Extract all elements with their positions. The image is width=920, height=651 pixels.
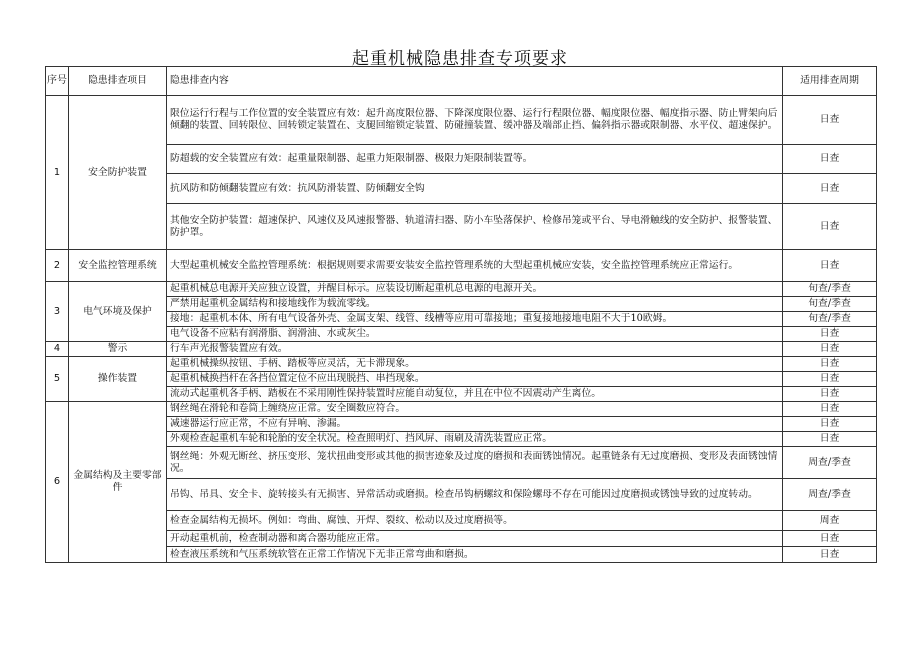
group-item: 安全防护装置 — [69, 96, 167, 250]
table-row — [46, 327, 877, 342]
row-content: 严禁用起重机金属结构和接地线作为载流零线。 — [167, 297, 783, 312]
row-period: 日查 — [783, 327, 877, 342]
row-period: 日查 — [783, 250, 877, 282]
table-row — [46, 372, 877, 387]
row-period: 日查 — [783, 342, 877, 357]
row-content: 行车声光报警装置应有效。 — [167, 342, 783, 357]
row-period: 旬查/季查 — [783, 312, 877, 327]
table-row — [46, 342, 877, 357]
table-row — [46, 174, 877, 204]
table-row — [46, 447, 877, 479]
group-item: 金属结构及主要零部件 — [69, 402, 167, 563]
row-period: 周查/季查 — [783, 479, 877, 511]
table-row — [46, 145, 877, 174]
table-row — [46, 547, 877, 563]
header-no: 序号 — [46, 67, 69, 96]
row-content: 检查液压系统和气压系统软管在正常工作情况下无非正常弯曲和磨损。 — [167, 547, 783, 563]
row-content: 钢丝绳在滑轮和卷筒上缠绕应正常。安全圈数应符合。 — [167, 402, 783, 417]
row-content: 起重机械操纵按钮、手柄、踏板等应灵活，无卡滞现象。 — [167, 357, 783, 372]
table-row — [46, 402, 877, 417]
group-no: 4 — [46, 342, 69, 357]
table-row — [46, 387, 877, 402]
row-period: 日查 — [783, 145, 877, 174]
row-content: 其他安全防护装置：超速保护、风速仪及风速报警器、轨道清扫器、防小车坠落保护、检修吊笼或平台、导电滑触线的安全防护、报警装置、防护罩。 — [167, 204, 783, 250]
group-no: 3 — [46, 282, 69, 342]
row-period: 日查 — [783, 402, 877, 417]
group-item: 电气环境及保护 — [69, 282, 167, 342]
group-no: 1 — [46, 96, 69, 250]
table-row — [46, 531, 877, 547]
group-item: 警示 — [69, 342, 167, 357]
table-row — [46, 250, 877, 282]
row-period: 旬查/季查 — [783, 297, 877, 312]
row-period: 周查 — [783, 511, 877, 531]
row-period: 日查 — [783, 204, 877, 250]
group-no: 5 — [46, 357, 69, 402]
group-no: 6 — [46, 402, 69, 563]
row-content: 吊钩、吊具、安全卡、旋转接头有无损害、异常活动或磨损。检查吊钩柄螺纹和保险螺母不存在可能因过度磨损或锈蚀导致的过度转动。 — [167, 479, 783, 511]
row-content: 检查金属结构无损坏。例如：弯曲、腐蚀、开焊、裂纹、松动以及过度磨损等。 — [167, 511, 783, 531]
table-row — [46, 297, 877, 312]
header-period: 适用排查周期 — [783, 67, 877, 96]
table-row — [46, 511, 877, 531]
row-period: 旬查/季查 — [783, 282, 877, 297]
group-no: 2 — [46, 250, 69, 282]
table-row — [46, 479, 877, 511]
row-content: 外观检查起重机车轮和轮胎的安全状况。检查照明灯、挡风屏、雨刷及清洗装置应正常。 — [167, 432, 783, 447]
group-item: 安全监控管理系统 — [69, 250, 167, 282]
table-row — [46, 357, 877, 372]
row-content: 接地：起重机本体、所有电气设备外壳、金属支架、线管、线槽等应用可靠接地；重复接地接地电阻不大于10欧姆。 — [167, 312, 783, 327]
table-row — [46, 312, 877, 327]
row-period: 日查 — [783, 387, 877, 402]
header-content: 隐患排查内容 — [167, 67, 783, 96]
row-period: 日查 — [783, 372, 877, 387]
table-row — [46, 432, 877, 447]
row-period: 日查 — [783, 531, 877, 547]
row-content: 限位运行行程与工作位置的安全装置应有效：起升高度限位器、下降深度限位器、运行行程限位器、幅度限位器、幅度指示器、防止臂架向后倾翻的装置、回转限位、回转锁定装置在、支腿回缩锁定装置、防碰撞装置、缓冲器及端部止挡、偏斜指示器或限制器、水平仪、超速保护。 — [167, 96, 783, 145]
row-period: 周查/季查 — [783, 447, 877, 479]
row-period: 日查 — [783, 174, 877, 204]
row-content: 减速器运行应正常，不应有异响、渗漏。 — [167, 417, 783, 432]
row-period: 日查 — [783, 417, 877, 432]
row-period: 日查 — [783, 547, 877, 563]
row-content: 钢丝绳：外观无断丝、挤压变形、笼状扭曲变形或其他的损害迹象及过度的磨损和表面锈蚀情况。起重链条有无过度磨损、变形及表面锈蚀情况。 — [167, 447, 783, 479]
row-content: 起重机械换挡杆在各挡位置定位不应出现脱挡、串挡现象。 — [167, 372, 783, 387]
document-title: 起重机械隐患排查专项要求 — [352, 49, 568, 69]
row-content: 防超载的安全装置应有效：起重量限制器、起重力矩限制器、极限力矩限制装置等。 — [167, 145, 783, 174]
inspection-table — [45, 66, 877, 563]
row-period: 日查 — [783, 357, 877, 372]
row-period: 日查 — [783, 96, 877, 145]
table-row — [46, 417, 877, 432]
row-content: 大型起重机械安全监控管理系统：根据规则要求需要安装安全监控管理系统的大型起重机械应安装，安全监控管理系统应正常运行。 — [167, 250, 783, 282]
group-item: 操作装置 — [69, 357, 167, 402]
row-period: 日查 — [783, 432, 877, 447]
table-row — [46, 96, 877, 145]
table-header-row — [46, 67, 877, 96]
row-content: 起重机械总电源开关应独立设置，并醒目标示。应装设切断起重机总电源的电源开关。 — [167, 282, 783, 297]
row-content: 抗风防和防倾翻装置应有效：抗风防滑装置、防倾翻安全钩 — [167, 174, 783, 204]
table-row — [46, 282, 877, 297]
table-row — [46, 204, 877, 250]
row-content: 电气设备不应粘有润滑脂、润滑油、水或灰尘。 — [167, 327, 783, 342]
row-content: 流动式起重机各手柄、踏板在不采用刚性保持装置时应能自动复位，并且在中位不因震动产生离位。 — [167, 387, 783, 402]
header-item: 隐患排查项目 — [69, 67, 167, 96]
row-content: 开动起重机前，检查制动器和离合器功能应正常。 — [167, 531, 783, 547]
